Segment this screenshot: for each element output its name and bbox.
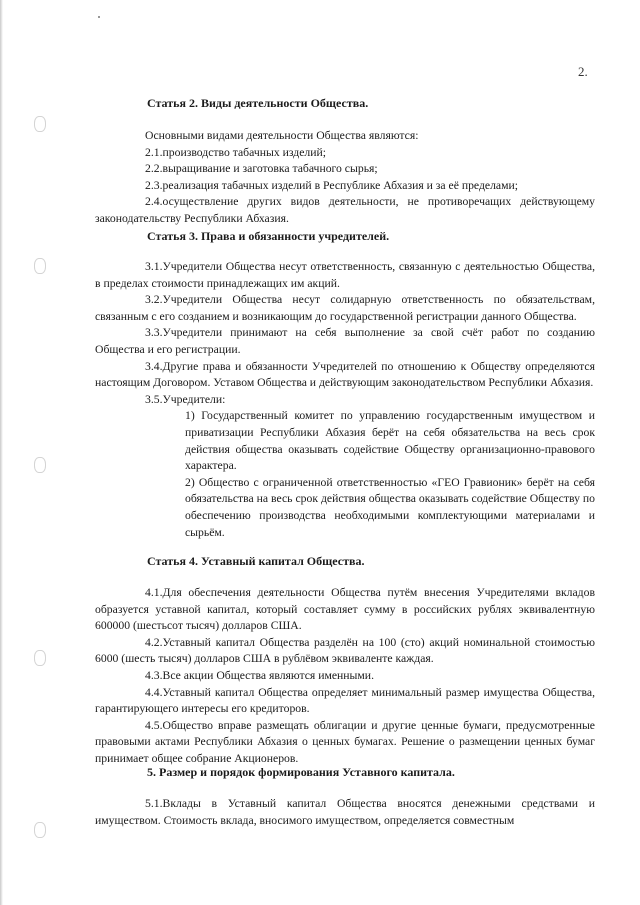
article-4-paragraph: 4.1.Для обеспечения деятельности Общества путём внесения Учредителями вкладов образуется уставной капитал, который составляет сумму в российских рублях эквивалентную 600000 (шестьсот тысяч) долларов США. [95,586,595,633]
punch-hole-mark [34,822,46,838]
scan-edge-shadow [0,0,3,905]
article-4-heading: Статья 4. Уставный капитал Общества. [147,554,365,568]
article-3-paragraph: 3.4.Другие права и обязанности Учредителей по отношению к Обществу определяются настоящим Договором. Уставом Общества и действующим законодательством Республики Абхазия. [95,359,595,390]
scan-speck [98,16,100,18]
article-4-paragraph: 4.5.Общество вправе размещать облигации и другие ценные бумаги, предусмотренные правовыми актами Республики Абхазия о ценных бумагах. Решение о размещении ценных бумаг принимает общее собрание Акционеров. [95,718,595,765]
article-3-paragraph: 3.1.Учредители Общества несут ответственность, связанную с деятельностью Общества, в пределах стоимости принадлежащих им акций. [95,260,595,290]
article-4-paragraph: 4.4.Уставный капитал Общества определяет минимальный размер имущества Общества, гарантирующего интересы его кредиторов. [95,685,595,716]
article-2-heading: Статья 2. Виды деятельности Общества. [147,96,369,110]
article-2-item: 2.3.реализация табачных изделий в Республике Абхазия и за её пределами; [145,178,519,192]
article-2-item: 2.1.производство табачных изделий; [145,145,326,159]
article-4-body [95,585,595,768]
article-3-heading: Статья 3. Права и обязанности учредителей. [147,229,390,243]
article-3-paragraph: 3.2.Учредители Общества несут солидарную ответственность по обязательствам, связанным с его созданием и возникающим до государственной регистрации данного Общества. [95,293,595,323]
page-number: 2. [578,64,588,79]
article-2-body [95,128,595,228]
punch-hole-mark [34,116,46,132]
punch-hole-mark [34,650,46,666]
article-5-body [95,796,595,829]
article-2-item: 2.4.осуществление других видов деятельности, не противоречащих действующему законодательству Республики Абхазия. [95,195,595,225]
article-3-body [95,259,595,541]
founder-item: 1) Государственный комитет по управлению государственным имуществом и приватизации Республики Абхазия берёт на себя обязательства на весь срок действия общества оказывать содействие Обществу организационно-правового характера. [185,409,595,473]
punch-hole-mark [34,258,46,274]
article-4-paragraph: 4.2.Уставный капитал Общества разделён на 100 (сто) акций номинальной стоимостью 6000 (шесть тысяч) долларов США в рублёвом эквиваленте каждая. [95,635,595,666]
founder-item: 2) Общество с ограниченной ответственностью «ГЕО Гравионик» берёт на себя обязательства на весь срок действия общества оказывать содействие Обществу по обеспечению производства необходимыми комплектующими материалами и сырьём. [185,475,595,539]
article-4-paragraph: 4.3.Все акции Общества являются именными. [145,668,374,682]
article-5-heading: 5. Размер и порядок формирования Уставного капитала. [147,765,455,779]
article-3-paragraph: 3.5.Учредители: [145,392,226,406]
punch-hole-mark [34,457,46,473]
article-2-item: 2.2.выращивание и заготовка табачного сырья; [145,162,378,176]
article-3-paragraph: 3.3.Учредители принимают на себя выполнение за свой счёт работ по созданию Общества и его регистрации. [95,326,595,356]
article-5-paragraph: 5.1.Вклады в Уставный капитал Общества вносятся денежными средствами и имуществом. Стоимость вклада, вносимого имуществом, определяется совместным [95,797,595,827]
article-2-intro: Основными видами деятельности Общества являются: [145,129,419,142]
